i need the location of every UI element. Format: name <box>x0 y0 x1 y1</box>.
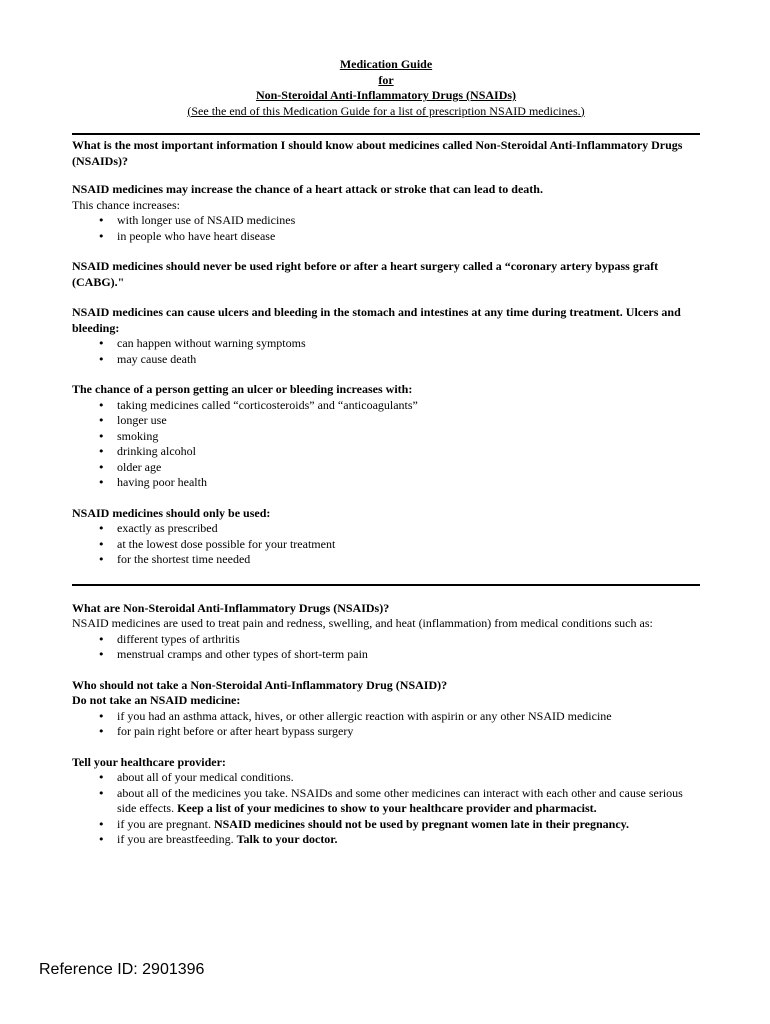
list-item: • taking medicines called “corticosteroids” and “anticoagulants” <box>117 398 700 414</box>
who-not-subheading: Do not take an NSAID medicine: <box>72 693 241 707</box>
list-item: • for pain right before or after heart bypass surgery <box>117 724 700 740</box>
use-list <box>72 521 700 568</box>
who-not-heading: Who should not take a Non-Steroidal Anti-Inflammatory Drug (NSAID)? <box>72 677 448 692</box>
ulcer-heading: NSAID medicines can cause ulcers and bleeding in the stomach and intestines at any time during treatment. Ulcers and bleeding: <box>72 305 681 335</box>
list-item-emphasis: Talk to your doctor. <box>236 832 338 846</box>
tell-list <box>72 770 700 848</box>
list-item-text: about all of the medicines you take. NSAIDs and some other medicines can interact with each other and cause serious side effects. <box>117 785 683 815</box>
cabg-warning: NSAID medicines should never be used right before or after a heart surgery called a “coronary artery bypass graft (CABG)." <box>72 259 659 289</box>
list-item: • different types of arthritis <box>117 632 700 648</box>
who-not-list <box>72 709 700 740</box>
document-header <box>72 57 700 104</box>
chance-heading: The chance of a person getting an ulcer or bleeding increases with: <box>72 382 413 396</box>
list-item: • for the shortest time needed <box>117 552 700 568</box>
heart-intro: This chance increases: <box>72 197 180 212</box>
list-item: • may cause death <box>117 352 700 368</box>
list-item <box>117 786 700 817</box>
list-item: • if you had an asthma attack, hives, or other allergic reaction with aspirin or any other NSAID medicine <box>117 709 700 725</box>
what-are-list <box>72 632 700 663</box>
list-item: • smoking <box>117 429 700 445</box>
chance-list <box>72 398 700 491</box>
list-item-text: if you are breastfeeding. <box>117 832 237 846</box>
list-item: • older age <box>117 460 700 476</box>
list-item: • longer use <box>117 413 700 429</box>
ulcer-list <box>72 336 700 367</box>
what-are-heading: What are Non-Steroidal Anti-Inflammatory Drugs (NSAIDs)? <box>72 600 390 615</box>
document-page <box>72 57 700 848</box>
reference-id: Reference ID: 2901396 <box>39 961 205 978</box>
list-item: • about all of your medical conditions. <box>117 770 700 786</box>
list-item: • at the lowest dose possible for your treatment <box>117 537 700 553</box>
list-item: • exactly as prescribed <box>117 521 700 537</box>
list-item <box>117 817 700 833</box>
list-item: • with longer use of NSAID medicines <box>117 213 700 229</box>
list-item-text: if you are pregnant. <box>117 816 214 831</box>
tell-heading: Tell your healthcare provider: <box>72 754 226 769</box>
document-title: Medication Guide <box>339 57 433 71</box>
what-are-text: NSAID medicines are used to treat pain and redness, swelling, and heat (inflammation) from medical conditions such as: <box>72 616 653 630</box>
header-note: (See the end of this Medication Guide for a list of prescription NSAID medicines.) <box>187 103 585 118</box>
document-subtitle: Non-Steroidal Anti-Inflammatory Drugs (NSAIDs) <box>255 88 517 102</box>
list-item: • having poor health <box>117 475 700 491</box>
important-question: What is the most important information I should know about medicines called Non-Steroidal Anti-Inflammatory Drugs (NSAIDs)? <box>72 138 683 168</box>
heart-heading: NSAID medicines may increase the chance of a heart attack or stroke that can lead to death. <box>72 182 543 196</box>
document-title-for: for <box>378 72 394 87</box>
heart-list <box>72 213 700 244</box>
list-item: • in people who have heart disease <box>117 229 700 245</box>
list-item: • can happen without warning symptoms <box>117 336 700 352</box>
list-item <box>117 832 700 848</box>
list-item: • drinking alcohol <box>117 444 700 460</box>
list-item-emphasis: NSAID medicines should not be used by pregnant women late in their pregnancy. <box>213 816 630 831</box>
list-item-emphasis: Keep a list of your medicines to show to your healthcare provider and pharmacist. <box>177 801 597 815</box>
use-heading: NSAID medicines should only be used: <box>72 505 271 520</box>
list-item: • menstrual cramps and other types of short-term pain <box>117 647 700 663</box>
